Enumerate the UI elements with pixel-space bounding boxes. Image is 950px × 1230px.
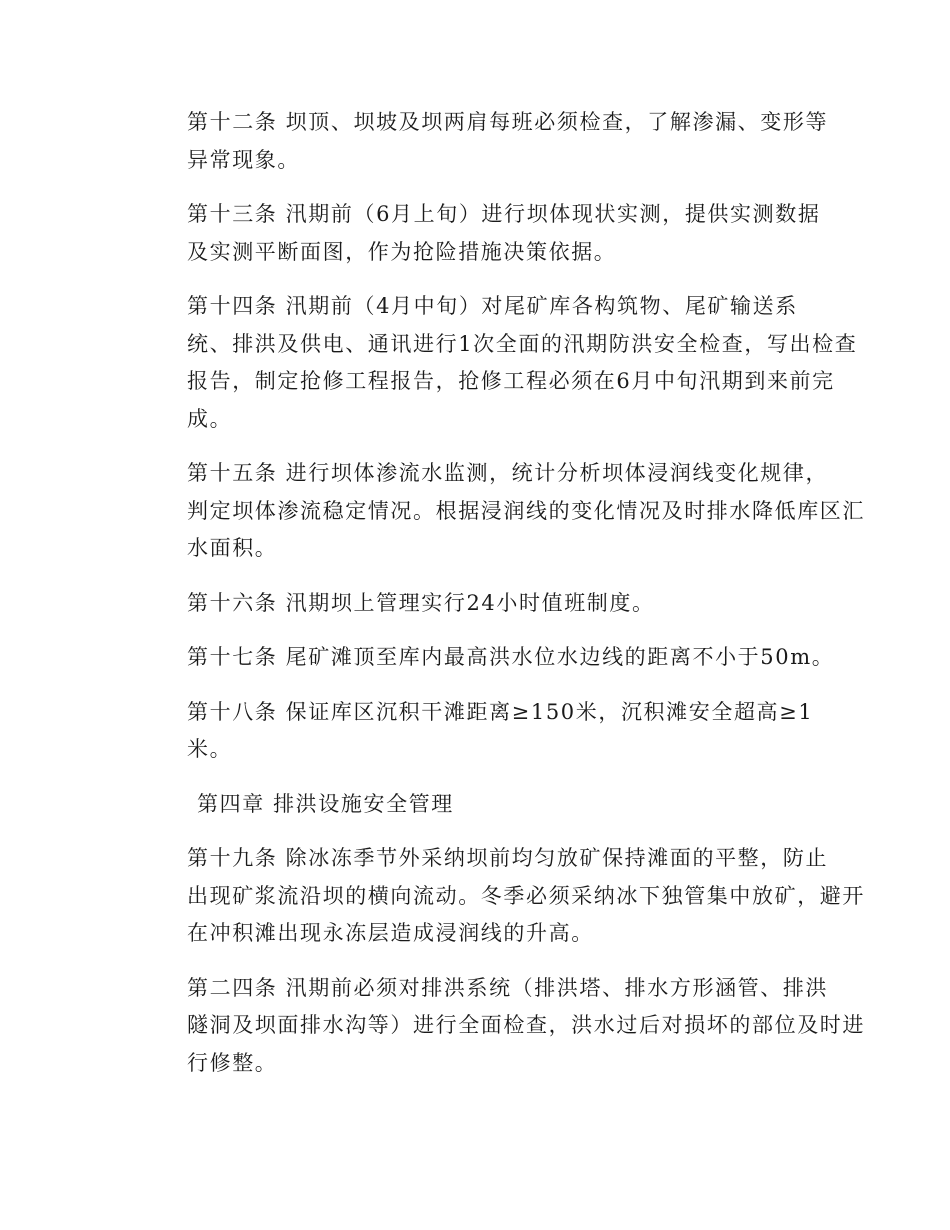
article-24-line-1: 第二四条 汛期前必须对排洪系统（排洪塔、排水方形涵管、排洪 <box>187 975 829 1000</box>
article-24-line-2: 隧洞及坝面排水沟等）进行全面检查，洪水过后对损坏的部位及时进 <box>187 1013 865 1037</box>
article-15-line-1: 第十五条 进行坝体渗流水监测，统计分析坝体浸润线变化规律， <box>187 461 829 485</box>
article-12-line-1: 第十二条 坝顶、坝坡及坝两肩每班必须检查，了解渗漏、变形等 <box>187 110 829 134</box>
article-16-paragraph <box>141 585 811 623</box>
article-24-line-3: 行修整。 <box>187 1050 278 1075</box>
article-15-paragraph <box>141 455 865 568</box>
article-14-line-4: 成。 <box>187 406 233 431</box>
chapter-heading: 第四章 排洪设施安全管理 <box>197 791 454 816</box>
article-13-paragraph <box>141 196 821 271</box>
article-15-line-2: 判定坝体渗流稳定情况。根据浸润线的变化情况及时排水降低库区汇 <box>187 498 865 523</box>
article-18-paragraph <box>141 694 814 769</box>
document-body <box>141 104 865 1099</box>
article-14-paragraph <box>141 288 858 438</box>
article-13-line-1: 第十三条 汛期前（6月上旬）进行坝体现状实测，提供实测数据 <box>187 202 821 226</box>
article-17-paragraph <box>141 639 835 677</box>
article-14-line-1: 第十四条 汛期前（4月中旬）对尾矿库各构筑物、尾矿输送系 <box>187 294 798 318</box>
article-14-line-2: 统、排洪及供电、通讯进行1次全面的汛期防洪安全检查，写出检查 <box>187 331 858 356</box>
article-15-line-3: 水面积。 <box>187 536 278 560</box>
article-19-line-3: 在冲积滩出现永冻层造成浸润线的升高。 <box>187 921 594 945</box>
article-18-line-1: 第十八条 保证库区沉积干滩距离≥150米，沉积滩安全超高≥1 <box>187 699 814 724</box>
article-13-line-2: 及实测平断面图，作为抢险措施决策依据。 <box>187 239 617 264</box>
article-24-paragraph <box>141 970 865 1083</box>
article-19-line-2: 出现矿浆流沿坝的横向流动。冬季必须采纳冰下独管集中放矿，避开 <box>187 883 865 908</box>
article-19-paragraph <box>141 840 865 953</box>
article-14-line-3: 报告，制定抢修工程报告，抢修工程必须在6月中旬汛期到来前完 <box>187 369 835 393</box>
article-12-paragraph <box>141 104 829 179</box>
article-16-line-1: 第十六条 汛期坝上管理实行24小时值班制度。 <box>187 590 655 615</box>
article-18-line-2: 米。 <box>187 737 233 761</box>
article-12-line-2: 异常现象。 <box>187 147 300 172</box>
article-17-line-1: 第十七条 尾矿滩顶至库内最高洪水位水边线的距离不小于50m。 <box>187 645 835 669</box>
article-19-line-1: 第十九条 除冰冻季节外采纳坝前均匀放矿保持滩面的平整，防止 <box>187 846 829 870</box>
